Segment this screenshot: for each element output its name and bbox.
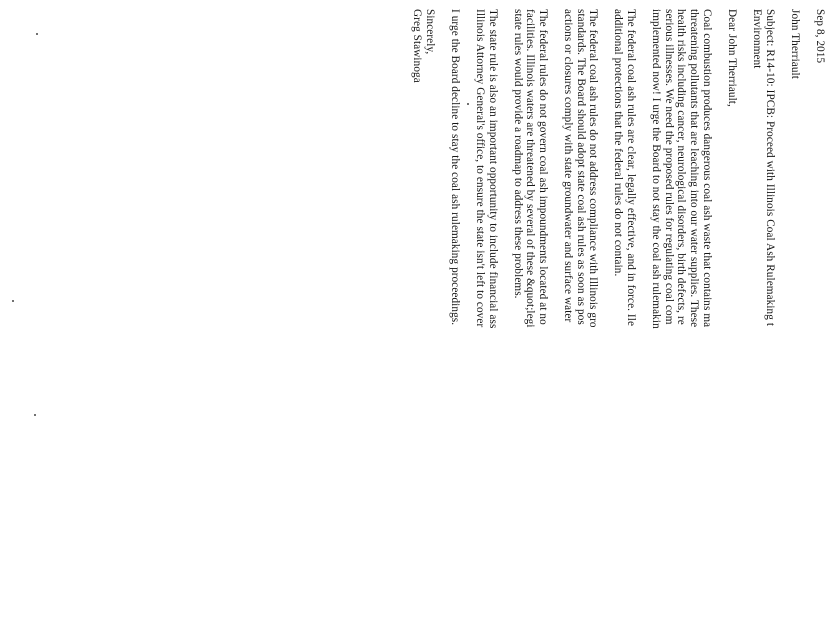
closing-request: I urge the Board decline to stay the coal ash rulemaking proceedings. xyxy=(448,9,461,326)
paragraph-line: serious illnesses. We need the proposed rules for regulating coal com xyxy=(662,9,675,325)
paragraph-line: The federal coal ash rules are clear, legally effective, and in force. Ile xyxy=(625,9,638,327)
paragraph-line: facilities. Illinois waters are threatened by several of these &quot;legi xyxy=(524,9,537,328)
paragraph-line: additional protections that the federal rules do not contain. xyxy=(612,9,625,277)
paragraph-line: actions or closures comply with state groundwater and surface water xyxy=(562,9,575,323)
paragraph-line: standards. The Board should adopt state coal ash rules as soon as pos xyxy=(574,9,587,325)
paragraph-line: Coal combustion produces dangerous coal ash waste that contains ma xyxy=(700,9,713,328)
scan-speck xyxy=(12,300,14,302)
letter-subject-line: Environment xyxy=(751,9,764,69)
letter-signoff: Sincerely, xyxy=(423,9,436,55)
paragraph-line: The federal coal ash rules do not address compliance with Illinois gro xyxy=(587,9,600,328)
paragraph-line: state rules would provide a roadmap to address these problems. xyxy=(511,9,524,299)
paragraph-line: health risks including cancer, neurological disorders, birth defects, re xyxy=(675,9,688,325)
paragraph-line: implemented now! I urge the Board to not stay the coal ash rulemakin xyxy=(650,9,663,329)
paragraph-line: The state rule is also an important opportunity to include financial ass xyxy=(486,9,499,329)
letter-salutation: Dear John Therriault, xyxy=(725,9,738,107)
letter-signature: Greg Stawinoga xyxy=(411,9,423,83)
letter-body xyxy=(276,9,826,613)
paragraph-line: The federal rules do not govern coal ash impoundments located at no xyxy=(536,9,549,325)
letter-subject-line: Subject: R14-10: IPCB: Proceed with Illinois Coal Ash Rulemaking t xyxy=(763,9,776,327)
letter-date: Sep 8, 2015 xyxy=(814,9,826,64)
paragraph-line: threatening pollutants that are leaching into our water supplies. These xyxy=(688,9,701,328)
letter-recipient: John Therriault xyxy=(788,9,801,79)
paragraph-line: Illinois Attorney General's office, to ensure the state isn't left to cover xyxy=(473,9,486,328)
scan-speck xyxy=(36,33,38,35)
scan-speck xyxy=(34,414,36,416)
